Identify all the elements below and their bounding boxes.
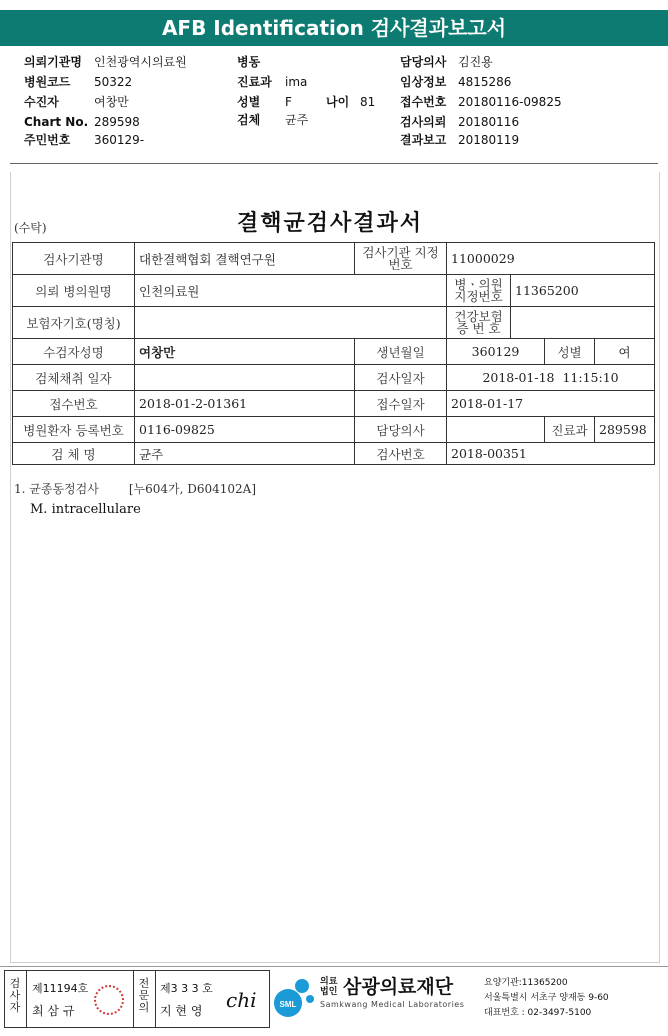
header-divider [10, 163, 658, 164]
header-field: 담당의사 김진용 [400, 55, 493, 69]
header-field: 임상정보 4815286 [400, 75, 512, 89]
hosp-code: 11365200 [511, 275, 655, 307]
page-title: AFB Identification 검사결과보고서 [161, 16, 507, 40]
header-field: 진료과 ima [237, 75, 308, 89]
header-field: Chart No. 289598 [24, 115, 140, 129]
org-phone: 대표번호 : 02-3497-5100 [484, 1008, 592, 1018]
hospital-label: 의뢰 병의원명 [13, 275, 135, 307]
signature: chi [226, 988, 257, 1012]
collect-label: 검체채취 일자 [13, 365, 135, 391]
patient-label: 수검자성명 [13, 339, 135, 365]
accession: 2018-01-2-01361 [135, 391, 355, 417]
specialist-license: 제3 3 3 호 [160, 982, 213, 995]
svg-text:SML: SML [279, 1000, 297, 1009]
specialist-name: 지 현 영 [160, 1004, 203, 1018]
sml-logo-icon [272, 975, 316, 1019]
reg-label: 병원환자 등록번호 [13, 417, 135, 443]
health [511, 307, 655, 339]
org-address: 서울특별시 서초구 양재동 9-60 [484, 993, 609, 1003]
specimen-label: 검 체 명 [13, 443, 135, 465]
table-row [13, 243, 655, 275]
collect [135, 365, 355, 391]
header-field: 병동 [237, 55, 261, 69]
header-field: 주민번호 360129- [24, 133, 145, 147]
reg: 0116-09825 [135, 417, 355, 443]
lab-code: 11000029 [447, 243, 655, 275]
hospital: 인천의료원 [135, 275, 447, 307]
insurer [135, 307, 447, 339]
tester-name: 최 삼 규 [32, 1004, 75, 1018]
header-field: 의뢰기관명 인천광역시의료원 [24, 55, 187, 69]
lab-code-label: 검사기관 지정번호 [355, 243, 447, 275]
test-date: 2018-01-18 11:15:10 [447, 365, 655, 391]
org-prefix: 의료 법인 [320, 977, 338, 997]
seal-stamp [94, 985, 124, 1015]
health-label: 건강보험 증 번 호 [447, 307, 511, 339]
finding-heading: 1. 균종동정검사 [누604가, D604102A] [14, 482, 257, 496]
tester-label: 검사자 [9, 977, 21, 1014]
table-row [13, 443, 655, 465]
test-date-label: 검사일자 [355, 365, 447, 391]
org-english: Samkwang Medical Laboratories [320, 1000, 465, 1009]
header-field: 검체 균주 [237, 113, 309, 127]
table-row [13, 307, 655, 339]
insurer-label: 보험자기호(명칭) [13, 307, 135, 339]
doctor-label: 담당의사 [355, 417, 447, 443]
hosp-code-label: 병ㆍ의원 지정번호 [447, 275, 511, 307]
org-name: 삼광의료재단 [343, 976, 454, 998]
report-mark: (수탁) [14, 221, 47, 235]
doctor [447, 417, 545, 443]
dob: 360129 [447, 339, 545, 365]
sex-label: 성별 [545, 339, 595, 365]
specialist-label: 전문의 [138, 977, 150, 1014]
header-field: 결과보고 20180119 [400, 133, 520, 147]
organism-result: M. intracellulare [30, 502, 141, 517]
org-code: 요양기관:11365200 [484, 978, 568, 988]
report-table [12, 242, 655, 465]
accession-label: 접수번호 [13, 391, 135, 417]
table-row [13, 339, 655, 365]
table-row [13, 391, 655, 417]
table-row [13, 275, 655, 307]
specimen: 균주 [135, 443, 355, 465]
test-no: 2018-00351 [447, 443, 655, 465]
table-row [13, 365, 655, 391]
lab-name-label: 검사기관명 [13, 243, 135, 275]
report-title: 결핵균검사결과서 [236, 210, 424, 236]
dept-label: 진료과 [545, 417, 595, 443]
dept: 289598 [595, 417, 655, 443]
header-field-age: 나이 81 [326, 95, 376, 109]
header-field: 병원코드 50322 [24, 75, 133, 89]
dob-label: 생년월일 [355, 339, 447, 365]
test-no-label: 검사번호 [355, 443, 447, 465]
sex: 여 [595, 339, 655, 365]
patient: 여창만 [135, 339, 355, 365]
header-field: 수진자 여창만 [24, 95, 129, 109]
receipt-label: 접수일자 [355, 391, 447, 417]
header-field: 성별 F [237, 95, 292, 109]
table-row [13, 417, 655, 443]
lab-name: 대한결핵협회 결핵연구원 [135, 243, 355, 275]
tester-license: 제11194호 [32, 982, 89, 995]
header-field: 접수번호 20180116-09825 [400, 95, 562, 109]
header-field: 검사의뢰 20180116 [400, 115, 520, 129]
receipt: 2018-01-17 [447, 391, 655, 417]
